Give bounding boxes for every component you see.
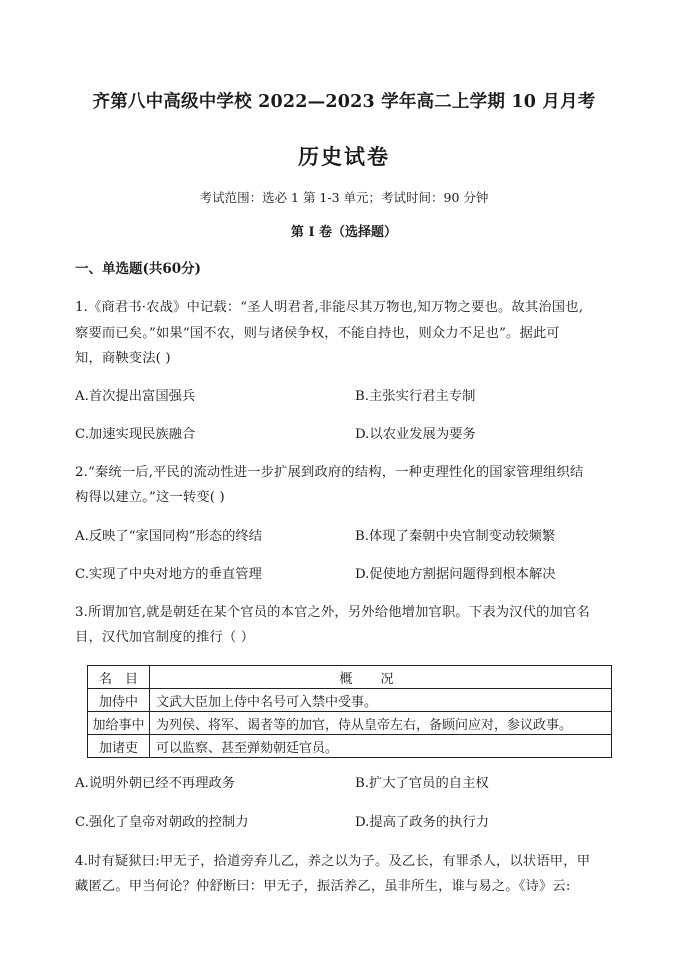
question-2-option-d: D.促使地方割据问题得到根本解决: [355, 567, 556, 582]
question-3-option-b: B.扩大了官员的自主权: [355, 776, 489, 791]
volume-heading: 第 I 卷（选择题）: [290, 225, 398, 240]
question-2-option-c: C.实现了中央对地方的垂直管理: [75, 567, 262, 582]
table-header-row: [88, 666, 612, 689]
table-cell-overview: 为列侯、将军、谒者等的加官，侍从皇帝左右，备顾问应对，参议政事。: [150, 712, 612, 735]
question-2-line-2: 构得以建立。”这一转变( ): [75, 490, 225, 505]
exam-info: 考试范围：选必 1 第 1-3 单元；考试时间：90 分钟: [199, 190, 489, 205]
table-cell-overview: 文武大臣加上侍中名号可入禁中受事。: [150, 689, 612, 712]
question-3-line-1: 3.所谓加官,就是朝廷在某个官员的本官之外，另外给他增加官职。下表为汉代的加官名: [75, 605, 590, 620]
question-1-option-d: D.以农业发展为要务: [355, 427, 476, 442]
question-4-line-2: 藏匿乙。甲当何论？仲舒断曰：甲无子，振活养乙，虽非所生，谁与易之。《诗》云:: [75, 879, 571, 894]
section-heading: 一、单选题(共60分): [75, 261, 202, 277]
question-1-option-a: A.首次提出富国强兵: [75, 389, 196, 404]
question-1-option-c: C.加速实现民族融合: [75, 427, 196, 442]
exam-subtitle: 历史试卷: [298, 144, 390, 169]
question-3-option-a: A.说明外朝已经不再理政务: [75, 776, 236, 791]
question-3-option-d: D.提高了政务的执行力: [355, 815, 490, 830]
table-cell-overview: 可以监察、甚至弹劾朝廷官员。: [150, 735, 612, 758]
table-cell-name: 加侍中: [88, 689, 150, 712]
question-2-option-a: A.反映了“家国同构”形态的终结: [75, 529, 262, 544]
question-1-line-1: 1.《商君书·农战》中记载：“圣人明君者,非能尽其万物也,知万物之要也。故其治国也,: [75, 300, 584, 315]
question-2-line-1: 2.“秦统一后,平民的流动性进一步扩展到政府的结构，一种吏理性化的国家管理组织结: [75, 465, 584, 480]
question-1-line-3: 知，商鞅变法( ): [75, 351, 171, 366]
question-3-line-2: 目，汉代加官制度的推行（ ）: [75, 630, 255, 645]
table-header-overview: 概况: [150, 666, 612, 689]
table-cell-name: 加诸吏: [88, 735, 150, 758]
table-row: [88, 735, 612, 758]
table-header-name: 名 目: [88, 666, 150, 689]
question-3-option-c: C.强化了皇帝对朝政的控制力: [75, 815, 249, 830]
table-row: [88, 689, 612, 712]
question-2-option-b: B.体现了秦朝中央官制变动较频繁: [355, 529, 556, 544]
official-titles-table: [87, 665, 612, 758]
question-1-option-b: B.主张实行君主专制: [355, 389, 476, 404]
question-1-line-2: 察要而已矣。”如果“国不农，则与诸侯争权，不能自持也，则众力不足也”。据此可: [75, 326, 560, 341]
table-cell-name: 加给事中: [88, 712, 150, 735]
exam-title: 齐第八中高级中学校 2022—2023 学年高二上学期 10 月月考: [92, 92, 596, 112]
question-4-line-1: 4.时有疑狱曰:甲无子，拾道旁弃儿乙，养之以为子。及乙长，有罪杀人，以状语甲，甲: [75, 854, 591, 869]
table-row: [88, 712, 612, 735]
